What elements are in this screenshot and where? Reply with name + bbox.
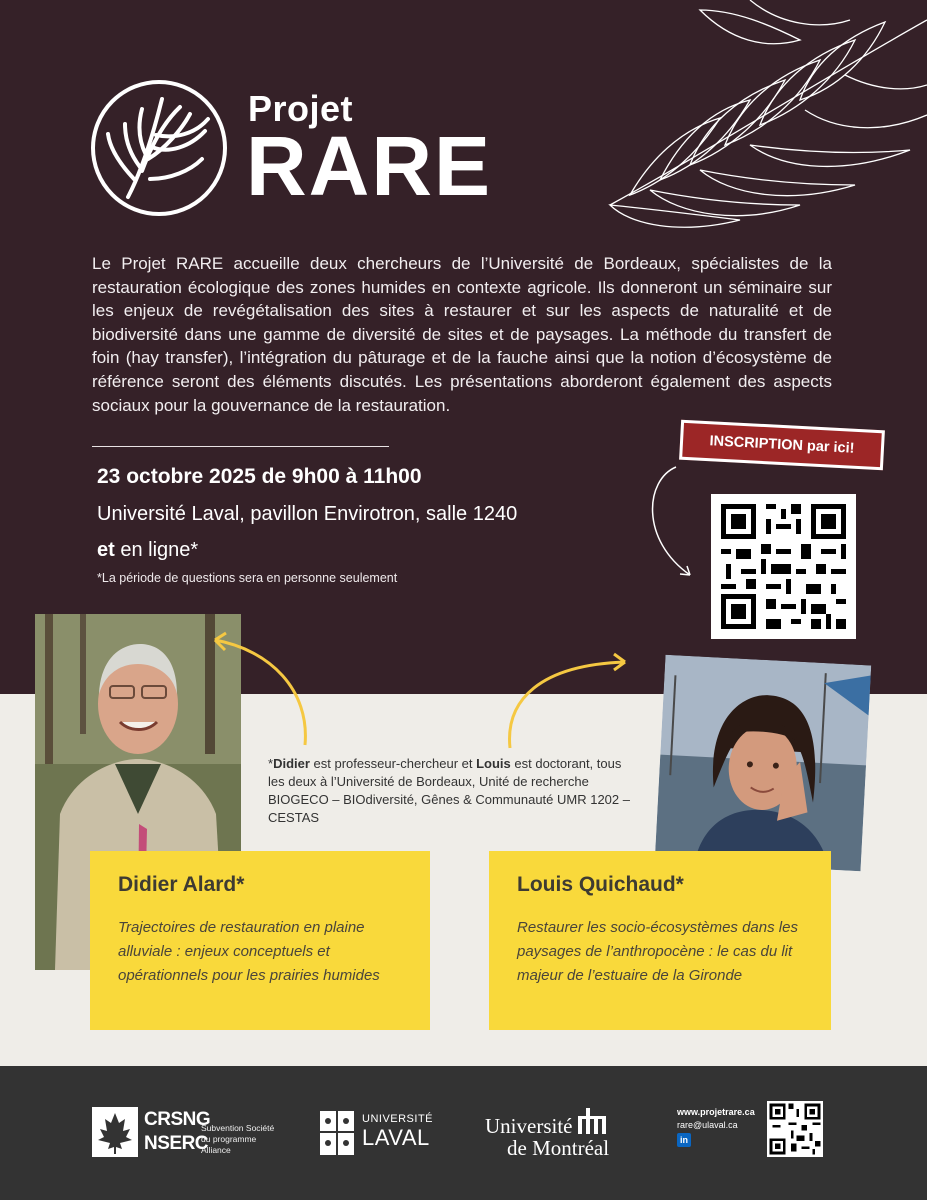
speaker-name: Louis Quichaud* — [517, 873, 684, 896]
louis-photo — [655, 655, 871, 871]
online-suffix: en ligne* — [114, 539, 199, 561]
laval-crest-icon — [320, 1111, 354, 1155]
maple-leaf-icon — [92, 1107, 138, 1157]
nserc-text: NSERC — [144, 1133, 209, 1154]
inscription-button[interactable]: INSCRIPTION par ici! — [679, 420, 885, 471]
talk-title: Restaurer les socio-écosystèmes dans les paysages de l’anthropocène : le cas du lit majeur de l’estuaire de la Gironde — [517, 919, 798, 984]
speaker-card-louis — [489, 851, 831, 1030]
note-star: * — [268, 756, 274, 771]
divider — [92, 446, 389, 447]
note-rest: est doctorant, tous les deux à l’Université de Bordeaux, Unité de recherche BIOGECO – BIOdiversité, Gênes & Communauté UMR 1202 – CESTAS — [268, 756, 630, 825]
brand-title: RARE — [246, 119, 493, 213]
qr-code-icon[interactable] — [711, 494, 856, 639]
laval-top-text: UNIVERSITÉ — [362, 1113, 434, 1125]
udem-logo-icon — [576, 1108, 608, 1134]
udem-line1: Université — [485, 1114, 573, 1138]
email-link[interactable]: rare@ulaval.ca — [677, 1120, 738, 1130]
note-name-louis: Louis — [476, 756, 511, 771]
intro-paragraph: Le Projet RARE accueille deux chercheurs de l’Université de Bordeaux, spécialistes de la restauration écologique des zones humides en contexte agricole. Ils donneront un séminaire sur les enjeux de revégétalisation des sites à restaurer et sur les aspects de naturalité et de biodiversité dans une gamme de diversité de sites et de paysages. La méthode du transfert de foin (hay transfer), l’intégration du pâturage et de la fauche ainsi que la notion d’écosystème de référence seront des éléments discutés. Les présentations aborderont également des aspects sociaux pour la gouvernance de la restauration. — [92, 254, 832, 415]
projet-rare-logo — [90, 79, 228, 217]
talk-title: Trajectoires de restauration en plaine alluviale : enjeux conceptuels et opérationnels pour les prairies humides — [118, 919, 380, 984]
brand-subtitle: Projet — [248, 88, 354, 129]
crsng-text: CRSNG — [144, 1109, 211, 1130]
questions-note: *La période de questions sera en personne seulement — [97, 571, 398, 585]
note-mid: est professeur-chercheur et — [309, 756, 477, 771]
event-date: 23 octobre 2025 de 9h00 à 11h00 — [97, 465, 422, 488]
laval-bottom-text: LAVAL — [362, 1125, 430, 1150]
online-prefix: et — [97, 539, 115, 561]
website-link[interactable]: www.projetrare.ca — [677, 1107, 755, 1117]
event-venue: Université Laval, pavillon Envirotron, salle 1240 — [97, 503, 518, 525]
crsng-nserc-logo — [92, 1107, 211, 1159]
event-online — [97, 539, 198, 562]
people-note — [268, 755, 638, 827]
udem-line2: de Montréal — [507, 1136, 610, 1160]
subvention-text: Subvention Société du programme Alliance — [201, 1123, 275, 1155]
note-name-didier: Didier — [273, 756, 310, 771]
linkedin-icon[interactable]: in — [677, 1133, 691, 1147]
fern-leaf-icon — [590, 0, 927, 240]
speaker-card-didier — [90, 851, 430, 1030]
footer-qr-code-icon[interactable] — [767, 1101, 823, 1157]
speaker-name: Didier Alard* — [118, 873, 245, 896]
